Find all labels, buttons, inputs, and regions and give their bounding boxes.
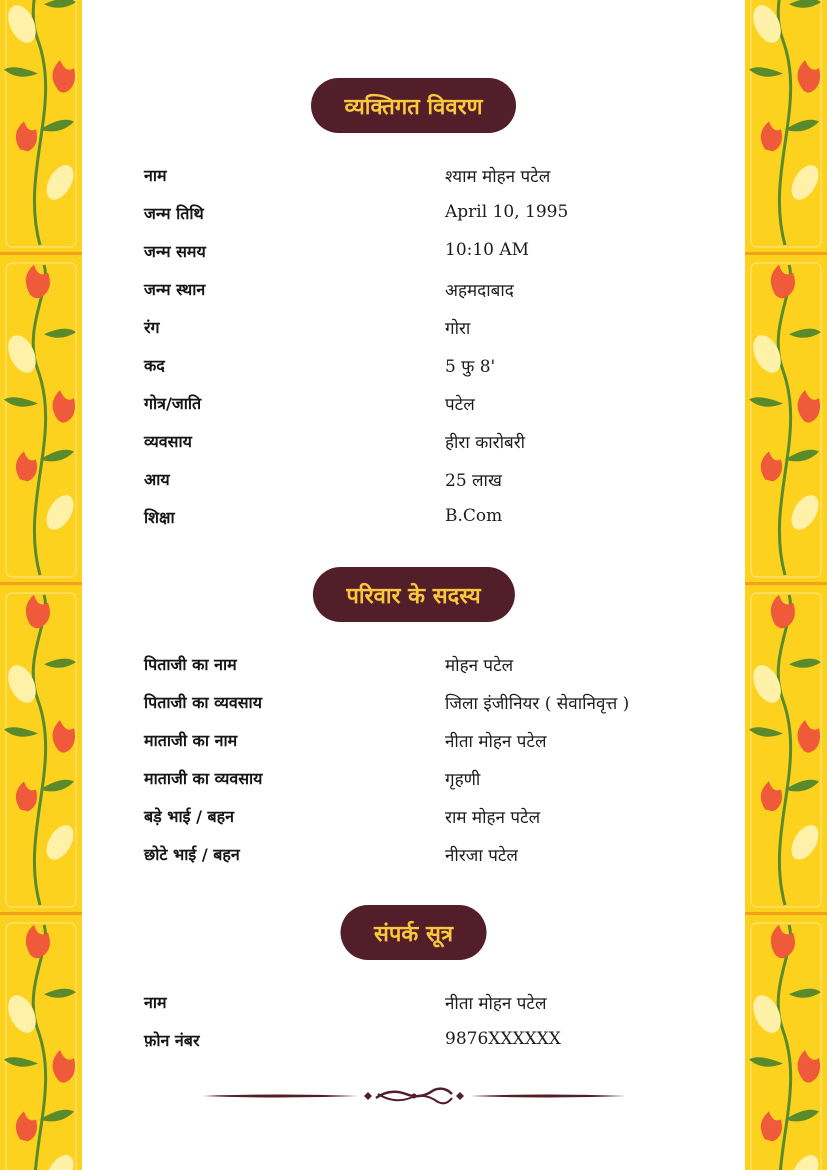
contact-heading: संपर्क सूत्र [340,905,487,960]
detail-row [0,805,827,831]
detail-value: 10:10 AM [445,240,530,260]
detail-label: माताजी का नाम [144,731,238,750]
detail-value: पटेल [445,395,475,415]
detail-label: जन्म समय [144,242,206,261]
detail-row [0,1029,827,1055]
family-members-heading: परिवार के सदस्य [312,567,514,622]
detail-row [0,202,827,228]
detail-label: माताजी का व्यवसाय [144,769,263,788]
detail-row [0,691,827,717]
detail-label: कद [144,356,165,375]
detail-label: पिताजी का नाम [144,655,237,674]
detail-value: नीता मोहन पटेल [445,994,547,1014]
detail-value: नीता मोहन पटेल [445,732,547,752]
detail-label: नाम [144,993,167,1012]
detail-value: 25 लाख [445,471,502,491]
detail-value: अहमदाबाद [445,281,514,301]
detail-label: जन्म स्थान [144,280,206,299]
detail-row [0,354,827,380]
detail-value: April 10, 1995 [445,202,569,222]
ornamental-divider [200,1080,628,1112]
detail-row [0,392,827,418]
detail-value: श्याम मोहन पटेल [445,167,551,187]
detail-value: B.Com [445,506,503,526]
detail-row [0,653,827,679]
detail-value: मोहन पटेल [445,656,514,676]
detail-row [0,164,827,190]
detail-label: जन्म तिथि [144,204,204,223]
detail-label: नाम [144,166,167,185]
detail-label: शिक्षा [144,508,175,527]
detail-row [0,843,827,869]
detail-label: फ़ोन नंबर [144,1031,200,1050]
detail-row [0,767,827,793]
detail-value: गोरा [445,319,471,339]
detail-row [0,316,827,342]
detail-row [0,506,827,532]
detail-value: हीरा कारोबरी [445,433,526,453]
detail-label: छोटे भाई / बहन [144,845,240,864]
detail-value: राम मोहन पटेल [445,808,541,828]
detail-row [0,729,827,755]
detail-row [0,991,827,1017]
detail-row [0,240,827,266]
detail-label: पिताजी का व्यवसाय [144,693,262,712]
detail-row [0,278,827,304]
personal-details-heading: व्यक्तिगत विवरण [311,78,517,133]
detail-value: 5 फु 8' [445,357,496,377]
detail-label: आय [144,470,170,489]
detail-value: जिला इंजीनियर ( सेवानिवृत्त ) [445,694,630,714]
detail-label: बड़े भाई / बहन [144,807,235,826]
detail-label: व्यवसाय [144,432,192,451]
detail-value: 9876XXXXXX [445,1029,561,1049]
detail-label: गोत्र/जाति [144,394,202,413]
detail-label: रंग [144,318,160,337]
detail-row [0,430,827,456]
detail-row [0,468,827,494]
detail-value: गृहणी [445,770,481,790]
detail-value: नीरजा पटेल [445,846,518,866]
